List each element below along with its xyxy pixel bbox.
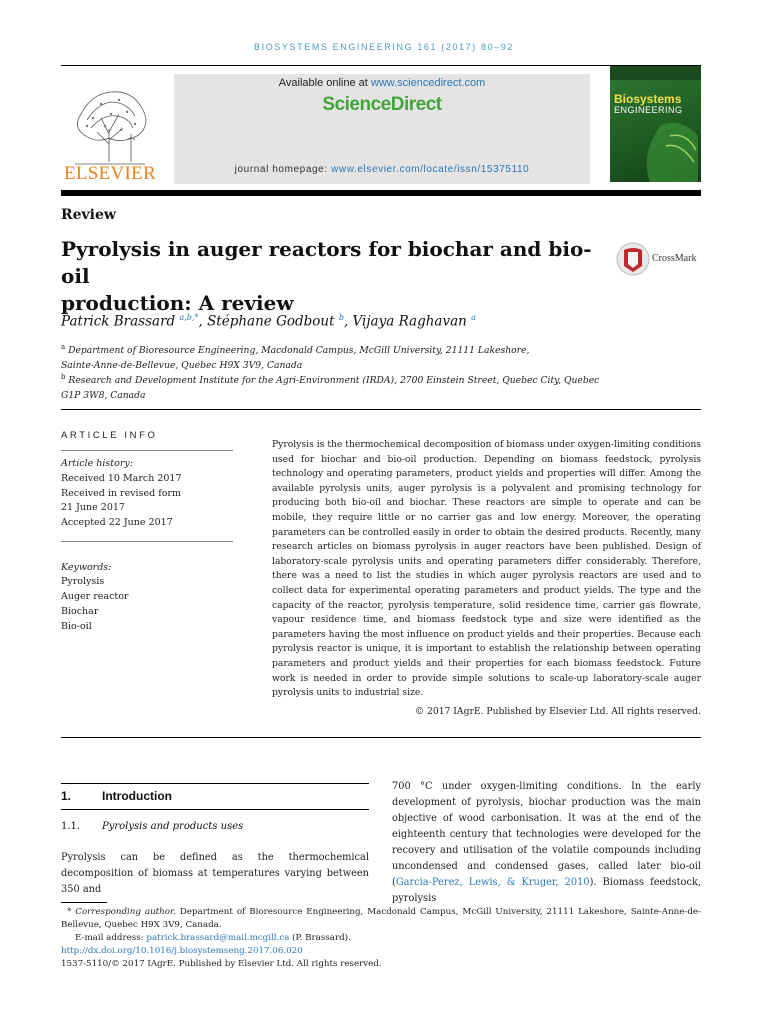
body-text: 700 °C under oxygen-limiting conditions. In the early development of pyrolysis, biochar production was the main objective of wood carbonisation. It was at the end of the eighteenth century that technologies were developed for the recovery and utilisation of the volatile compounds including uncondensed and condensed gases, called later bio-oil ( bbox=[392, 781, 701, 888]
crossmark-icon[interactable] bbox=[616, 242, 650, 276]
subsection-number: 1.1. bbox=[61, 821, 81, 832]
body-paragraph-right bbox=[392, 779, 701, 907]
author-name[interactable]: Vijaya Raghavan bbox=[352, 313, 467, 330]
available-online bbox=[174, 77, 590, 89]
body-paragraph-left: Pyrolysis can be defined as the thermochemical decomposition of biomass at temperatures varying between 350 and bbox=[61, 852, 369, 895]
affiliation-b bbox=[61, 370, 701, 403]
journal-homepage-prefix: journal homepage: bbox=[234, 164, 332, 175]
elsevier-wordmark: ELSEVIER bbox=[63, 163, 157, 184]
subsection-heading bbox=[61, 821, 243, 832]
section-heading-introduction bbox=[61, 789, 172, 803]
abstract-text: Pyrolysis is the thermochemical decomposition of biomass under oxygen-limiting conditions used for biochar and bio-oil production. Depending on biomass feedstock, pyrolysis technology and operating parameters, product yields and properties will differ. Among the available pyrolysis units, auger pyrolysis is a polyvalent and promising technology for producing both bio-oil and biochar. These reactors are simple to operate and can be mobile, they require little or no carrier gas and low energy. Moreover, the operating parameters can be controlled easily in order to obtain the desired products. Recently, many research articles on biomass pyrolysis in auger reactors have been published. Design of laboratory-scale pyrolysis units and operating parameters differ considerably. Therefore, there was a need to list the studies in which auger pyrolysis reactors are used and to collect data for experimental operating parameters and product yields. The type and the capacity of the reactor, pyrolysis temperature, solid residence time, carrier gas flowrate, vapour residence time, and biomass feedstock type and size were identified as the parameters having the most influence on product yields and their properties. Because each pyrolysis reactor is unique, it is important to establish the relationship between operating parameters and product yields and their properties for each biomass feedstock. Future work is needed in order to provide simple solutions to scale-up laboratory-scale auger pyrolysis units to industrial size. bbox=[272, 439, 701, 699]
running-head: BIOSYSTEMS ENGINEERING 161 (2017) 80–92 bbox=[254, 42, 514, 52]
history-item: Received 10 March 2017 bbox=[61, 473, 182, 484]
subsection-title: Pyrolysis and products uses bbox=[102, 821, 244, 832]
article-info-rule bbox=[61, 450, 233, 451]
section-number: 1. bbox=[61, 789, 72, 803]
article-info-heading: ARTICLE INFO bbox=[61, 430, 158, 441]
corresponding-author-note bbox=[61, 906, 701, 932]
info-top-rule bbox=[61, 409, 701, 410]
affiliation-mark: a bbox=[61, 343, 66, 351]
article-title bbox=[61, 236, 601, 317]
header-top-rule bbox=[61, 65, 701, 66]
author-affiliation-mark[interactable]: b bbox=[338, 313, 344, 322]
history-item: 21 June 2017 bbox=[61, 502, 125, 513]
corresponding-text: Department of Bioresource Engineering, Macdonald Campus, McGill University, 21111 Lakeshore, Sainte-Anne-de-Bellevue, Quebec H9X 3V9, Canada. bbox=[61, 907, 701, 930]
cover-art bbox=[610, 66, 701, 182]
author-affiliation-mark[interactable]: a bbox=[471, 313, 476, 322]
article-type: Review bbox=[61, 207, 116, 223]
keyword-item[interactable]: Pyrolysis bbox=[61, 576, 105, 587]
affiliation-line2: G1P 3W8, Canada bbox=[61, 390, 146, 402]
available-prefix: Available online at bbox=[278, 77, 371, 89]
footnote-rule bbox=[61, 902, 107, 903]
author-name[interactable]: Patrick Brassard bbox=[61, 313, 176, 330]
section-top-rule bbox=[61, 783, 369, 784]
cover-title-biosystems: Biosystems bbox=[614, 92, 682, 106]
section-bottom-rule bbox=[61, 809, 369, 810]
email-note bbox=[61, 932, 715, 945]
keyword-item[interactable]: Bio-oil bbox=[61, 621, 92, 632]
journal-cover-image bbox=[610, 66, 701, 182]
sciencedirect-logo: ScienceDirect bbox=[322, 94, 442, 115]
email-link[interactable]: patrick.brassard@mail.mcgill.ca bbox=[146, 933, 290, 943]
issn-line: 1537-5110/© 2017 IAgrE. Published by Elsevier Ltd. All rights reserved. bbox=[61, 959, 382, 969]
crossmark-label[interactable]: CrossMark bbox=[652, 253, 697, 264]
affiliation-line1: Research and Development Institute for the Agri-Environment (IRDA), 2700 Einstein Street, Quebec City, Quebec bbox=[68, 375, 600, 387]
doi-link[interactable]: http://dx.doi.org/10.1016/j.biosystemseng.2017.06.020 bbox=[61, 946, 303, 956]
email-prefix: E-mail address: bbox=[75, 933, 147, 943]
author-name[interactable]: Stéphane Godbout bbox=[207, 313, 335, 330]
journal-homepage bbox=[174, 164, 590, 175]
email-suffix: (P. Brassard). bbox=[289, 933, 351, 943]
affiliation-a bbox=[61, 340, 701, 373]
article-title-line1: Pyrolysis in auger reactors for biochar and bio-oil bbox=[61, 237, 592, 288]
history-item: Accepted 22 June 2017 bbox=[61, 517, 173, 528]
corresponding-label: * Corresponding author. bbox=[67, 907, 176, 917]
sciencedirect-link[interactable]: www.sciencedirect.com bbox=[370, 77, 486, 89]
journal-homepage-link[interactable]: www.elsevier.com/locate/issn/15375110 bbox=[331, 164, 530, 175]
section-title: Introduction bbox=[102, 789, 172, 803]
history-item: Received in revised form bbox=[61, 488, 181, 499]
abstract-bottom-rule bbox=[61, 737, 701, 738]
history-label: Article history: bbox=[61, 458, 133, 469]
doi-line bbox=[61, 945, 701, 958]
header-bottom-rule bbox=[61, 190, 701, 196]
author-list: Patrick Brassard $^{a,b,*}$, Stéphane Godbout $^b$, Vijaya Raghavan $^a$ bbox=[61, 313, 476, 330]
affiliation-mark: b bbox=[61, 373, 66, 381]
affiliation-line2: Sainte-Anne-de-Bellevue, Quebec H9X 3V9, Canada bbox=[61, 360, 303, 372]
body-text: ). Biomass feedstock, pyrolysis bbox=[392, 877, 701, 904]
article-title-line2: production: A review bbox=[61, 291, 294, 315]
keyword-item[interactable]: Auger reactor bbox=[61, 591, 129, 602]
affiliation-line1: Department of Bioresource Engineering, Macdonald Campus, McGill University, 21111 Lakeshore, bbox=[68, 345, 530, 357]
keywords-label: Keywords: bbox=[61, 562, 112, 573]
author-affiliation-mark[interactable]: a,b,* bbox=[179, 313, 199, 322]
citation-link[interactable]: Garcia-Perez, Lewis, & Kruger, 2010 bbox=[395, 877, 590, 888]
abstract-copyright: © 2017 IAgrE. Published by Elsevier Ltd. All rights reserved. bbox=[414, 706, 701, 717]
keyword-item[interactable]: Biochar bbox=[61, 606, 99, 617]
cover-title-engineering: ENGINEERING bbox=[614, 105, 683, 115]
keywords-rule bbox=[61, 541, 233, 542]
